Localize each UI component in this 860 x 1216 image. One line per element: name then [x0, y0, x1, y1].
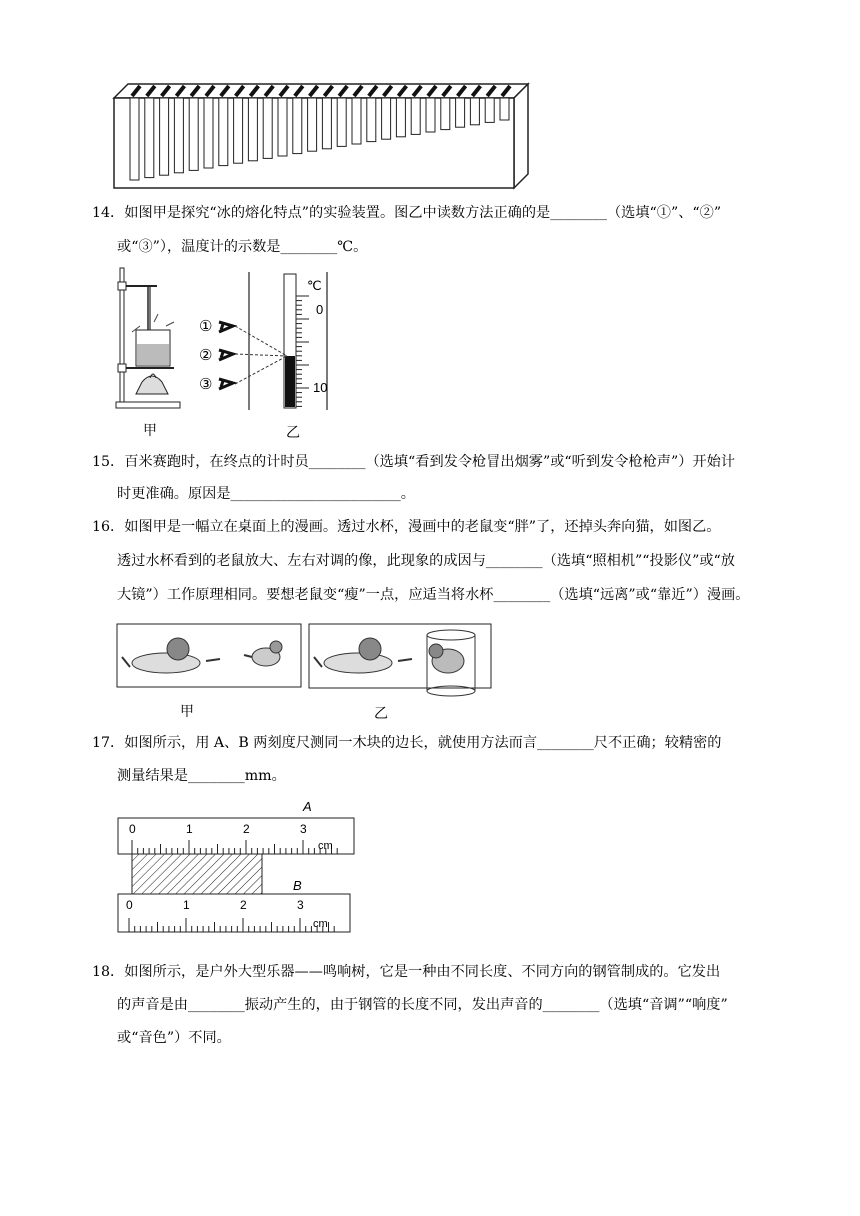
q16-line-1: [92, 517, 720, 537]
pipe-slot: [470, 98, 479, 125]
eye-label-2: ②: [199, 347, 213, 364]
q16-text-2: 透过水杯看到的老鼠放大、左右对调的像，此现象的成因与________（选填“照相机”“投影仪”或“放: [117, 553, 735, 569]
q17-figure-rulers: [112, 796, 360, 938]
ruler-b-label: B: [293, 878, 302, 893]
q18-text-3: 或“音色”）不同。: [117, 1030, 231, 1046]
eye-icon-1: [219, 322, 233, 332]
q14-text-2: 或“③”），温度计的示数是________℃。: [117, 239, 368, 255]
ruler-a-tick-2: 2: [243, 822, 250, 836]
pipe-slot: [411, 98, 420, 134]
pipe-slot: [145, 98, 154, 178]
ruler-b-tick-1: 1: [183, 898, 190, 912]
ruler-a-label: A: [303, 799, 312, 814]
pipe-slot: [278, 98, 287, 156]
q16-figure-jia: [116, 623, 302, 689]
ruler-a-tick-0: 0: [129, 822, 136, 836]
q14-line-1: [92, 203, 721, 223]
q15-number: 15．: [92, 454, 125, 470]
q18-line-2: [117, 995, 728, 1015]
q15-line-1: [92, 452, 735, 472]
q14-text-1: 如图甲是探究“冰的熔化特点”的实验装置。图乙中读数方法正确的是________（选填“①”、“②”: [124, 205, 722, 221]
pipe-slot: [322, 98, 331, 149]
q14-figure-thermometer: [195, 268, 345, 413]
q18-number: 18．: [92, 964, 125, 980]
q16-label-yi: 乙: [374, 706, 388, 722]
q18-line-1: [92, 962, 720, 982]
pipe-slot: [456, 98, 465, 127]
ruler-b-tick-3: 3: [297, 898, 304, 912]
q14-figure-apparatus: [112, 266, 187, 411]
q17-line-2: [117, 766, 286, 786]
q17-number: 17．: [92, 735, 125, 751]
pipe-slot: [189, 98, 198, 170]
q14-label-yi: 乙: [286, 425, 300, 441]
pipe-slot: [219, 98, 228, 166]
pipe-slot: [441, 98, 450, 130]
ruler-a-unit: cm: [318, 840, 333, 852]
pipe-slot: [308, 98, 317, 151]
q18-text-1: 如图所示，是户外大型乐器——鸣响树，它是一种由不同长度、不同方向的钢管制成的。它发出: [124, 964, 721, 980]
q14-number: 14．: [92, 205, 125, 221]
ruler-b-tick-2: 2: [240, 898, 247, 912]
pipe-slot: [426, 98, 435, 132]
ruler-a-tick-1: 1: [186, 822, 193, 836]
pipe-slot: [367, 98, 376, 142]
pipe-slot: [337, 98, 346, 146]
q16-line-2: [117, 551, 735, 571]
q14-label-jia: 甲: [143, 423, 157, 439]
q16-figure-yi: [308, 621, 494, 697]
q16-label-jia: 甲: [180, 704, 194, 720]
q18-text-2: 的声音是由________振动产生的，由于钢管的长度不同，发出声音的________（选填“音调”“响度”: [117, 997, 728, 1013]
q16-line-3: [117, 585, 749, 605]
eye-icon-2: [219, 350, 233, 360]
thermo-tick-10: 10: [313, 380, 328, 395]
thermo-unit: ℃: [307, 278, 322, 293]
q17-text-1: 如图所示，用 A、B 两刻度尺测同一木块的边长，就使用方法而言________尺不正确；较精密的: [124, 735, 722, 751]
eye-icon-3: [219, 379, 233, 389]
pipe-slot: [396, 98, 405, 137]
q15-text-1: 百米赛跑时，在终点的计时员________（选填“看到发令枪冒出烟雾”或“听到发令枪枪声”）开始计: [124, 454, 735, 470]
q16-number: 16．: [92, 519, 125, 535]
pipe-slot: [204, 98, 213, 168]
q16-text-3: 大镜”）工作原理相同。要想老鼠变“瘦”一点，应适当将水杯________（选填“远离”或“靠近”）漫画。: [117, 587, 750, 603]
q15-line-2: [117, 484, 415, 504]
q14-line-2: [117, 237, 367, 257]
pipe-slot: [248, 98, 257, 161]
eye-label-1: ①: [199, 318, 213, 335]
ruler-b-unit: cm: [313, 918, 328, 930]
ruler-a-tick-3: 3: [300, 822, 307, 836]
pipe-slot: [263, 98, 272, 158]
q15-text-2: 时更准确。原因是________________________。: [117, 486, 415, 502]
thermo-tick-0: 0: [316, 302, 324, 317]
pipe-slot: [160, 98, 169, 175]
pipe-slot: [485, 98, 494, 122]
pipe-slot: [500, 98, 509, 120]
pipe-slot: [174, 98, 183, 173]
ruler-b-tick-0: 0: [126, 898, 133, 912]
pipe-slot: [352, 98, 361, 144]
q17-line-1: [92, 733, 721, 753]
thermometer-ticks: [296, 296, 309, 406]
pipe-slot: [234, 98, 243, 163]
q17-text-2: 测量结果是________mm。: [117, 768, 286, 784]
q18-line-3: [117, 1028, 231, 1048]
pipe-slot: [130, 98, 139, 180]
eye-label-3: ③: [199, 376, 213, 393]
pipe-slot: [382, 98, 391, 139]
pipe-slot: [293, 98, 302, 154]
pipe-instrument-figure: [110, 78, 530, 193]
q16-text-1: 如图甲是一幅立在桌面上的漫画。透过水杯，漫画中的老鼠变“胖”了，还掉头奔向猫，如图乙。: [124, 519, 721, 535]
